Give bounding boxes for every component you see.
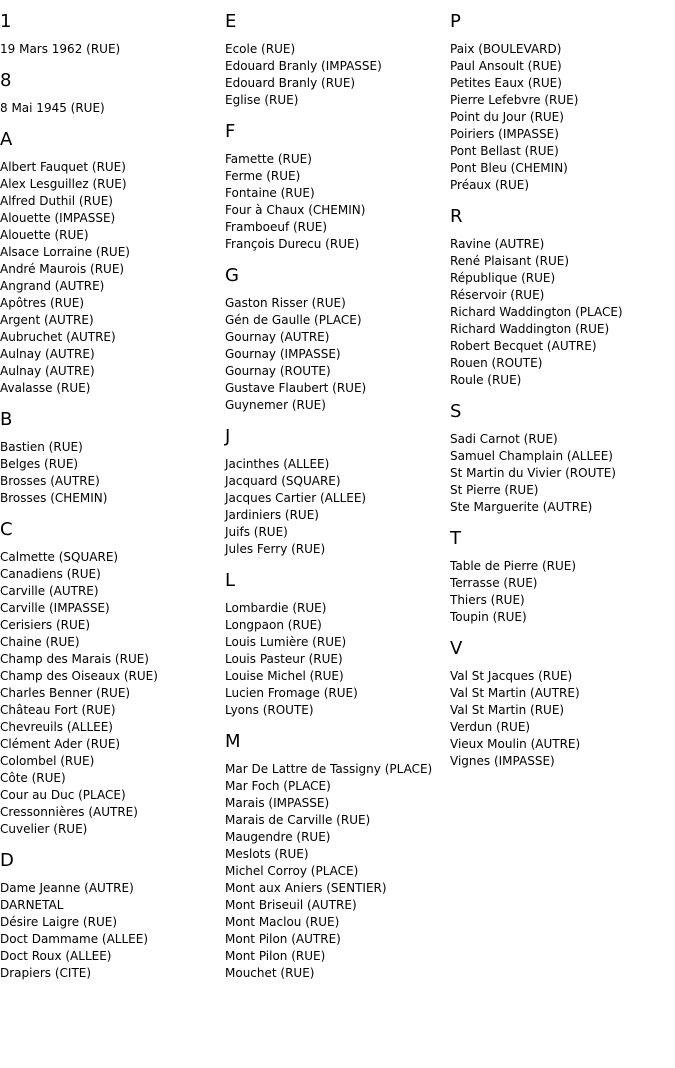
section-letter-heading: R [450, 206, 463, 227]
letter-section [450, 206, 670, 389]
street-link[interactable]: Val St Jacques (RUE) [450, 669, 573, 683]
street-link[interactable]: Château Fort (RUE) [0, 703, 116, 717]
street-link[interactable]: Table de Pierre (RUE) [450, 559, 577, 573]
street-link[interactable]: Alsace Lorraine (RUE) [0, 245, 130, 259]
street-link[interactable]: Cressonnières (AUTRE) [0, 805, 138, 819]
street-link[interactable]: Lyons (ROUTE) [225, 703, 314, 717]
street-link[interactable]: Brosses (AUTRE) [0, 474, 100, 488]
letter-section [450, 11, 670, 194]
section-letter-heading: A [0, 129, 13, 150]
street-link[interactable]: Cuvelier (RUE) [0, 822, 88, 836]
street-link[interactable]: Richard Waddington (RUE) [450, 322, 610, 336]
street-link[interactable]: Bastien (RUE) [0, 440, 83, 454]
street-link[interactable]: Verdun (RUE) [450, 720, 531, 734]
street-link[interactable]: Mar De Lattre de Tassigny (PLACE) [225, 762, 433, 776]
letter-section [225, 731, 445, 982]
street-link[interactable]: Doct Roux (ALLEE) [0, 949, 112, 963]
street-list [450, 668, 670, 770]
street-link[interactable]: Mont Briseuil (AUTRE) [225, 898, 357, 912]
street-link[interactable]: Mouchet (RUE) [225, 966, 315, 980]
street-link[interactable]: Ecole (RUE) [225, 42, 296, 56]
street-link[interactable]: Désire Laigre (RUE) [0, 915, 117, 929]
street-link[interactable]: Brosses (CHEMIN) [0, 491, 108, 505]
letter-section [0, 519, 220, 838]
street-link[interactable]: Aulnay (AUTRE) [0, 347, 95, 361]
street-link[interactable]: Canadiens (RUE) [0, 567, 101, 581]
street-list [225, 41, 445, 109]
street-link[interactable]: Gaston Risser (RUE) [225, 296, 346, 310]
street-link[interactable]: Louis Pasteur (RUE) [225, 652, 343, 666]
street-link[interactable]: Albert Fauquet (RUE) [0, 160, 126, 174]
street-link[interactable]: Paul Ansoult (RUE) [450, 59, 562, 73]
street-link[interactable]: Ravine (AUTRE) [450, 237, 545, 251]
street-link[interactable]: Paix (BOULEVARD) [450, 42, 562, 56]
street-link[interactable]: Eglise (RUE) [225, 93, 299, 107]
letter-section [450, 401, 670, 516]
street-link[interactable]: Jacquard (SQUARE) [225, 474, 341, 488]
street-link[interactable]: Carville (IMPASSE) [0, 601, 110, 615]
street-link[interactable]: Lucien Fromage (RUE) [225, 686, 358, 700]
street-link[interactable]: Belges (RUE) [0, 457, 79, 471]
street-link[interactable]: Vieux Moulin (AUTRE) [450, 737, 581, 751]
street-link[interactable]: Réservoir (RUE) [450, 288, 545, 302]
street-link[interactable]: Dame Jeanne (AUTRE) [0, 881, 134, 895]
letter-section [225, 570, 445, 719]
street-link[interactable]: St Pierre (RUE) [450, 483, 539, 497]
street-link[interactable]: Chevreuils (ALLEE) [0, 720, 113, 734]
street-link[interactable]: 19 Mars 1962 (RUE) [0, 42, 121, 56]
letter-section [225, 11, 445, 109]
street-link[interactable]: Cour au Duc (PLACE) [0, 788, 126, 802]
street-link[interactable]: Mont Pilon (RUE) [225, 949, 326, 963]
street-link[interactable]: Aubruchet (AUTRE) [0, 330, 116, 344]
letter-section [0, 850, 220, 982]
street-list [225, 151, 445, 253]
street-link[interactable]: Four à Chaux (CHEMIN) [225, 203, 366, 217]
street-link[interactable]: Cerisiers (RUE) [0, 618, 91, 632]
street-link[interactable]: Côte (RUE) [0, 771, 66, 785]
street-link[interactable]: 8 Mai 1945 (RUE) [0, 101, 105, 115]
street-list [450, 41, 670, 194]
street-list [450, 558, 670, 626]
street-link[interactable]: Michel Corroy (PLACE) [225, 864, 359, 878]
street-list [0, 439, 220, 507]
street-link[interactable]: Maugendre (RUE) [225, 830, 331, 844]
street-link[interactable]: Longpaon (RUE) [225, 618, 322, 632]
street-link[interactable]: Aulnay (AUTRE) [0, 364, 95, 378]
letter-section [225, 265, 445, 414]
street-link[interactable]: Meslots (RUE) [225, 847, 309, 861]
street-link[interactable]: Guynemer (RUE) [225, 398, 326, 412]
street-link[interactable]: Marais de Carville (RUE) [225, 813, 371, 827]
street-link[interactable]: Argent (AUTRE) [0, 313, 94, 327]
street-link[interactable]: Juifs (RUE) [225, 525, 288, 539]
street-link[interactable]: Pierre Lefebvre (RUE) [450, 93, 579, 107]
street-link[interactable]: Ste Marguerite (AUTRE) [450, 500, 593, 514]
section-letter-heading: M [225, 731, 241, 752]
street-link[interactable]: Mont Pilon (AUTRE) [225, 932, 341, 946]
street-link[interactable]: Val St Martin (RUE) [450, 703, 565, 717]
street-link[interactable]: Jardiniers (RUE) [225, 508, 319, 522]
street-list [0, 159, 220, 397]
street-link[interactable]: St Martin du Vivier (ROUTE) [450, 466, 616, 480]
street-link[interactable]: Toupin (RUE) [450, 610, 527, 624]
section-letter-heading: T [450, 528, 461, 549]
street-link[interactable]: Angrand (AUTRE) [0, 279, 105, 293]
street-link[interactable]: Pont Bleu (CHEMIN) [450, 161, 568, 175]
letter-section [0, 70, 220, 117]
street-list [0, 549, 220, 838]
street-link[interactable]: Robert Becquet (AUTRE) [450, 339, 597, 353]
street-link[interactable]: Alfred Duthil (RUE) [0, 194, 113, 208]
street-link[interactable]: Chaine (RUE) [0, 635, 80, 649]
street-link[interactable]: DARNETAL [0, 898, 64, 912]
section-letter-heading: L [225, 570, 236, 591]
section-letter-heading: J [225, 426, 231, 447]
section-letter-heading: D [0, 850, 14, 871]
street-link[interactable]: Alouette (RUE) [0, 228, 89, 242]
street-link[interactable]: Alouette (IMPASSE) [0, 211, 116, 225]
section-letter-heading: 1 [0, 11, 12, 32]
street-link[interactable]: André Maurois (RUE) [0, 262, 125, 276]
street-link[interactable]: Thiers (RUE) [450, 593, 525, 607]
street-link[interactable]: Sadi Carnot (RUE) [450, 432, 558, 446]
street-link[interactable]: Carville (AUTRE) [0, 584, 99, 598]
street-link[interactable]: Colombel (RUE) [0, 754, 95, 768]
street-link[interactable]: Lombardie (RUE) [225, 601, 327, 615]
section-letter-heading: E [225, 11, 237, 32]
letter-section [0, 11, 220, 58]
street-link[interactable]: Avalasse (RUE) [0, 381, 91, 395]
street-link[interactable]: Mont aux Aniers (SENTIER) [225, 881, 387, 895]
street-link[interactable]: Mont Maclou (RUE) [225, 915, 340, 929]
street-link[interactable]: Rouen (ROUTE) [450, 356, 543, 370]
street-list [0, 41, 220, 58]
street-link[interactable]: Edouard Branly (RUE) [225, 76, 356, 90]
letter-section [225, 121, 445, 253]
street-list [225, 456, 445, 558]
section-letter-heading: B [0, 409, 13, 430]
street-link[interactable]: Louise Michel (RUE) [225, 669, 344, 683]
street-column-3 [450, 0, 670, 770]
street-link[interactable]: Champ des Marais (RUE) [0, 652, 149, 666]
street-link[interactable]: Fontaine (RUE) [225, 186, 315, 200]
street-link[interactable]: François Durecu (RUE) [225, 237, 360, 251]
street-link[interactable]: Vignes (IMPASSE) [450, 754, 555, 768]
section-letter-heading: 8 [0, 70, 12, 91]
letter-section [0, 409, 220, 507]
street-link[interactable]: Champ des Oiseaux (RUE) [0, 669, 158, 683]
street-link[interactable]: Gournay (AUTRE) [225, 330, 330, 344]
street-list [225, 761, 445, 982]
street-link[interactable]: Ferme (RUE) [225, 169, 301, 183]
street-link[interactable]: Gustave Flaubert (RUE) [225, 381, 367, 395]
section-letter-heading: G [225, 265, 239, 286]
letter-section [450, 638, 670, 770]
street-list [225, 600, 445, 719]
street-link[interactable]: Pont Bellast (RUE) [450, 144, 559, 158]
street-link[interactable]: René Plaisant (RUE) [450, 254, 570, 268]
street-link[interactable]: Apôtres (RUE) [0, 296, 85, 310]
street-link[interactable]: Famette (RUE) [225, 152, 312, 166]
street-link[interactable]: Jules Ferry (RUE) [225, 542, 326, 556]
street-link[interactable]: Mar Foch (PLACE) [225, 779, 331, 793]
street-link[interactable]: Point du Jour (RUE) [450, 110, 564, 124]
street-link[interactable]: Roule (RUE) [450, 373, 522, 387]
section-letter-heading: F [225, 121, 236, 142]
street-link[interactable]: Jacques Cartier (ALLEE) [225, 491, 367, 505]
street-link[interactable]: Gournay (IMPASSE) [225, 347, 341, 361]
street-column-1 [0, 0, 220, 982]
street-list [450, 236, 670, 389]
street-link[interactable]: Charles Benner (RUE) [0, 686, 131, 700]
street-list [0, 100, 220, 117]
street-link[interactable]: Jacinthes (ALLEE) [225, 457, 330, 471]
street-link[interactable]: Clément Ader (RUE) [0, 737, 121, 751]
street-list [0, 880, 220, 982]
street-link[interactable]: Val St Martin (AUTRE) [450, 686, 580, 700]
section-letter-heading: C [0, 519, 13, 540]
section-letter-heading: P [450, 11, 461, 32]
street-link[interactable]: Marais (IMPASSE) [225, 796, 330, 810]
street-link[interactable]: Gournay (ROUTE) [225, 364, 331, 378]
section-letter-heading: S [450, 401, 462, 422]
street-column-2 [225, 0, 445, 982]
street-link[interactable]: Gén de Gaulle (PLACE) [225, 313, 362, 327]
letter-section [225, 426, 445, 558]
street-list [450, 431, 670, 516]
section-letter-heading: V [450, 638, 463, 659]
street-link[interactable]: Poiriers (IMPASSE) [450, 127, 559, 141]
street-link[interactable]: Samuel Champlain (ALLEE) [450, 449, 613, 463]
street-link[interactable]: Framboeuf (RUE) [225, 220, 328, 234]
street-link[interactable]: Richard Waddington (PLACE) [450, 305, 623, 319]
letter-section [450, 528, 670, 626]
street-list [225, 295, 445, 414]
letter-section [0, 129, 220, 397]
street-link[interactable]: République (RUE) [450, 271, 556, 285]
street-link[interactable]: Calmette (SQUARE) [0, 550, 119, 564]
street-link[interactable]: Drapiers (CITE) [0, 966, 92, 980]
street-link[interactable]: Louis Lumière (RUE) [225, 635, 347, 649]
street-link[interactable]: Terrasse (RUE) [450, 576, 538, 590]
street-link[interactable]: Edouard Branly (IMPASSE) [225, 59, 382, 73]
street-link[interactable]: Petites Eaux (RUE) [450, 76, 562, 90]
street-link[interactable]: Doct Dammame (ALLEE) [0, 932, 149, 946]
street-link[interactable]: Préaux (RUE) [450, 178, 530, 192]
street-link[interactable]: Alex Lesguillez (RUE) [0, 177, 127, 191]
